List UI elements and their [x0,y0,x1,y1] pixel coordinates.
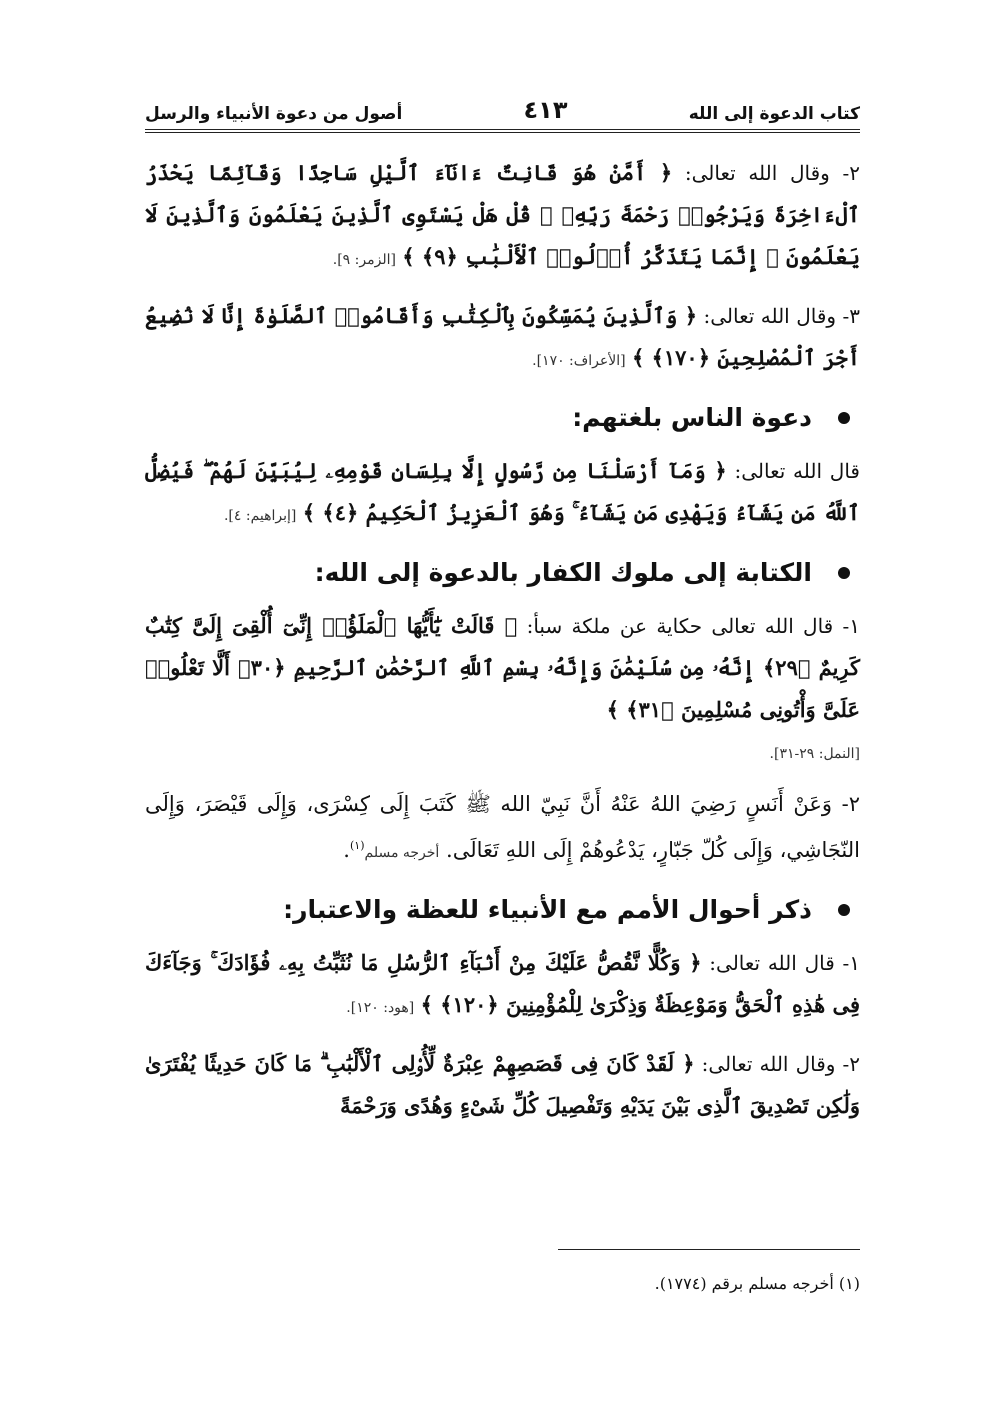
section-heading-text: دعوة الناس بلغتهم: [572,403,812,432]
hadith-source: أخرجه مسلم [364,845,440,861]
numbered-item [145,1043,860,1127]
bullet-icon [838,412,850,424]
quran-quote: ﴿ وَمَآ أَرْسَلْنَا مِن رَّسُولٍ إِلَّا بِلِسَانِ قَوْمِهِۦ لِيُبَيِّنَ لَهُمْ ۖ فَيُضِلُّ ٱللَّهُ مَن يَشَآءُ وَيَهْدِى مَن يَشَآءُ ۚ وَهُوَ ٱلْعَزِيزُ ٱلْحَكِيمُ ﴿٤﴾ ﴾ [145,458,860,525]
verse-reference: [الأعراف: ١٧٠]. [532,353,626,369]
numbered-item [145,605,860,731]
numbered-item [145,152,860,281]
item-lead: ٢- وقال الله تعالى: [701,1052,860,1076]
page-number: ٤١٣ [523,96,568,124]
section-heading-text: الكتابة إلى ملوك الكفار بالدعوة إلى الله: [314,558,812,587]
header-rule [145,129,860,133]
footnote-marker[interactable]: (١) [349,839,365,852]
header-chapter-title: أصول من دعوة الأنبياء والرسل [145,104,403,124]
verse-reference: [النمل: ٢٩-٣١]. [769,746,860,762]
page-body [145,152,860,1141]
hadith-text: ٢- وَعَنْ أَنَسٍ رَضِيَ اللهُ عَنْهُ أَنَّ نَبِيّ الله ﷺ كَتَبَ إِلَى كِسْرَى، وَإِلَى قَيْصَرَ، وَإِلَى النّجَاشِي، وَإِلَى كُلّ جَبّارٍ، يَدْعُوهُمْ إِلَى اللهِ تَعَالَى. [145,792,860,862]
quran-quote: ﴿ لَقَدْ كَانَ فِى قَصَصِهِمْ عِبْرَةٌ لِّأُو۟لِى ٱلْأَلْبَٰبِ ۗ مَا كَانَ حَدِيثًا يُفْتَرَىٰ وَلَٰكِن تَصْدِيقَ ٱلَّذِى بَيْنَ يَدَيْهِ وَتَفْصِيلَ كُلِّ شَىْءٍ وَهُدًى وَرَحْمَةً [145,1051,860,1118]
quran-quote: ﴿ قَالَتْ يَٰٓأَيُّهَا ٱلْمَلَؤُا۟ إِنِّىٓ أُلْقِىَ إِلَىَّ كِتَٰبٌ كَرِيمٌ ﴿٢٩﴾ إِنَّهُۥ مِن سُلَيْمَٰنَ وَإِنَّهُۥ بِسْمِ ٱللَّهِ ٱلرَّحْمَٰنِ ٱلرَّحِيمِ ﴿٣٠﴾ أَلَّا تَعْلُوا۟ عَلَىَّ وَأْتُونِى مُسْلِمِينَ ﴿٣١﴾ ﴾ [145,613,860,722]
section-heading-text: ذكر أحوال الأمم مع الأنبياء للعظة والاعتبار: [283,895,812,924]
header-book-title: كتاب الدعوة إلى الله [688,104,860,124]
bullet-icon [838,904,850,916]
item-lead: قال الله تعالى: [734,459,860,483]
numbered-item [145,942,860,1029]
verse-reference: [الزمر: ٩]. [332,252,396,268]
quran-quote: ﴿ أَمَّنْ هُوَ قَانِتٌ ءَانَآءَ ٱلَّيْلِ سَاجِدًا وَقَآئِمًا يَحْذَرُ ٱلْءَاخِرَةَ وَيَرْجُوا۟ رَحْمَةَ رَبِّهِۦ ۗ قُلْ هَلْ يَسْتَوِى ٱلَّذِينَ يَعْلَمُونَ وَٱلَّذِينَ لَا يَعْلَمُونَ ۗ إِنَّمَا يَتَذَكَّرُ أُو۟لُوا۟ ٱلْأَلْبَٰبِ ﴿٩﴾ ﴾ [145,160,860,269]
section-heading [145,551,860,595]
item-lead: ١- قال الله تعالى: [709,951,860,975]
quran-quote: ﴿ وَكُلًّا نَّقُصُّ عَلَيْكَ مِنْ أَنۢبَآءِ ٱلرُّسُلِ مَا نُثَبِّتُ بِهِۦ فُؤَادَكَ ۚ وَجَآءَكَ فِى هَٰذِهِ ٱلْحَقُّ وَمَوْعِظَةٌ وَذِكْرَىٰ لِلْمُؤْمِنِينَ ﴿١٢٠﴾ ﴾ [145,950,860,1017]
item-lead: ٣- وقال الله تعالى: [703,304,860,328]
section-heading [145,396,860,440]
running-header [145,96,860,124]
bullet-icon [838,567,850,579]
quran-quote: ﴿ وَٱلَّذِينَ يُمَسِّكُونَ بِٱلْكِتَٰبِ وَأَقَامُوا۟ ٱلصَّلَوٰةَ إِنَّا لَا نُضِيعُ أَجْرَ ٱلْمُصْلِحِينَ ﴿١٧٠﴾ ﴾ [145,303,860,370]
item-lead: ٢- وقال الله تعالى: [684,161,860,185]
section-heading [145,888,860,932]
footnote-rule [558,1249,860,1250]
section-paragraph [145,450,860,537]
numbered-item [145,295,860,382]
verse-reference: [هود: ١٢٠]. [346,1000,415,1016]
item-lead: ١- قال الله تعالى حكاية عن ملكة سبأ: [526,614,861,638]
hadith-item: ٢- وَعَنْ أَنَسٍ رَضِيَ اللهُ عَنْهُ أَنَّ نَبِيّ الله ﷺ كَتَبَ إِلَى كِسْرَى، وَإِلَى قَيْصَرَ، وَإِلَى النّجَاشِي، وَإِلَى كُلّ جَبّارٍ، يَدْعُوهُمْ إِلَى اللهِ تَعَالَى. أخرجه مسلم$^{(١)}$. [145,792,860,862]
verse-reference: [إبراهيم: ٤]. [223,508,297,524]
footnote: (١) أخرجه مسلم برقم (١٧٧٤). [654,1274,860,1293]
